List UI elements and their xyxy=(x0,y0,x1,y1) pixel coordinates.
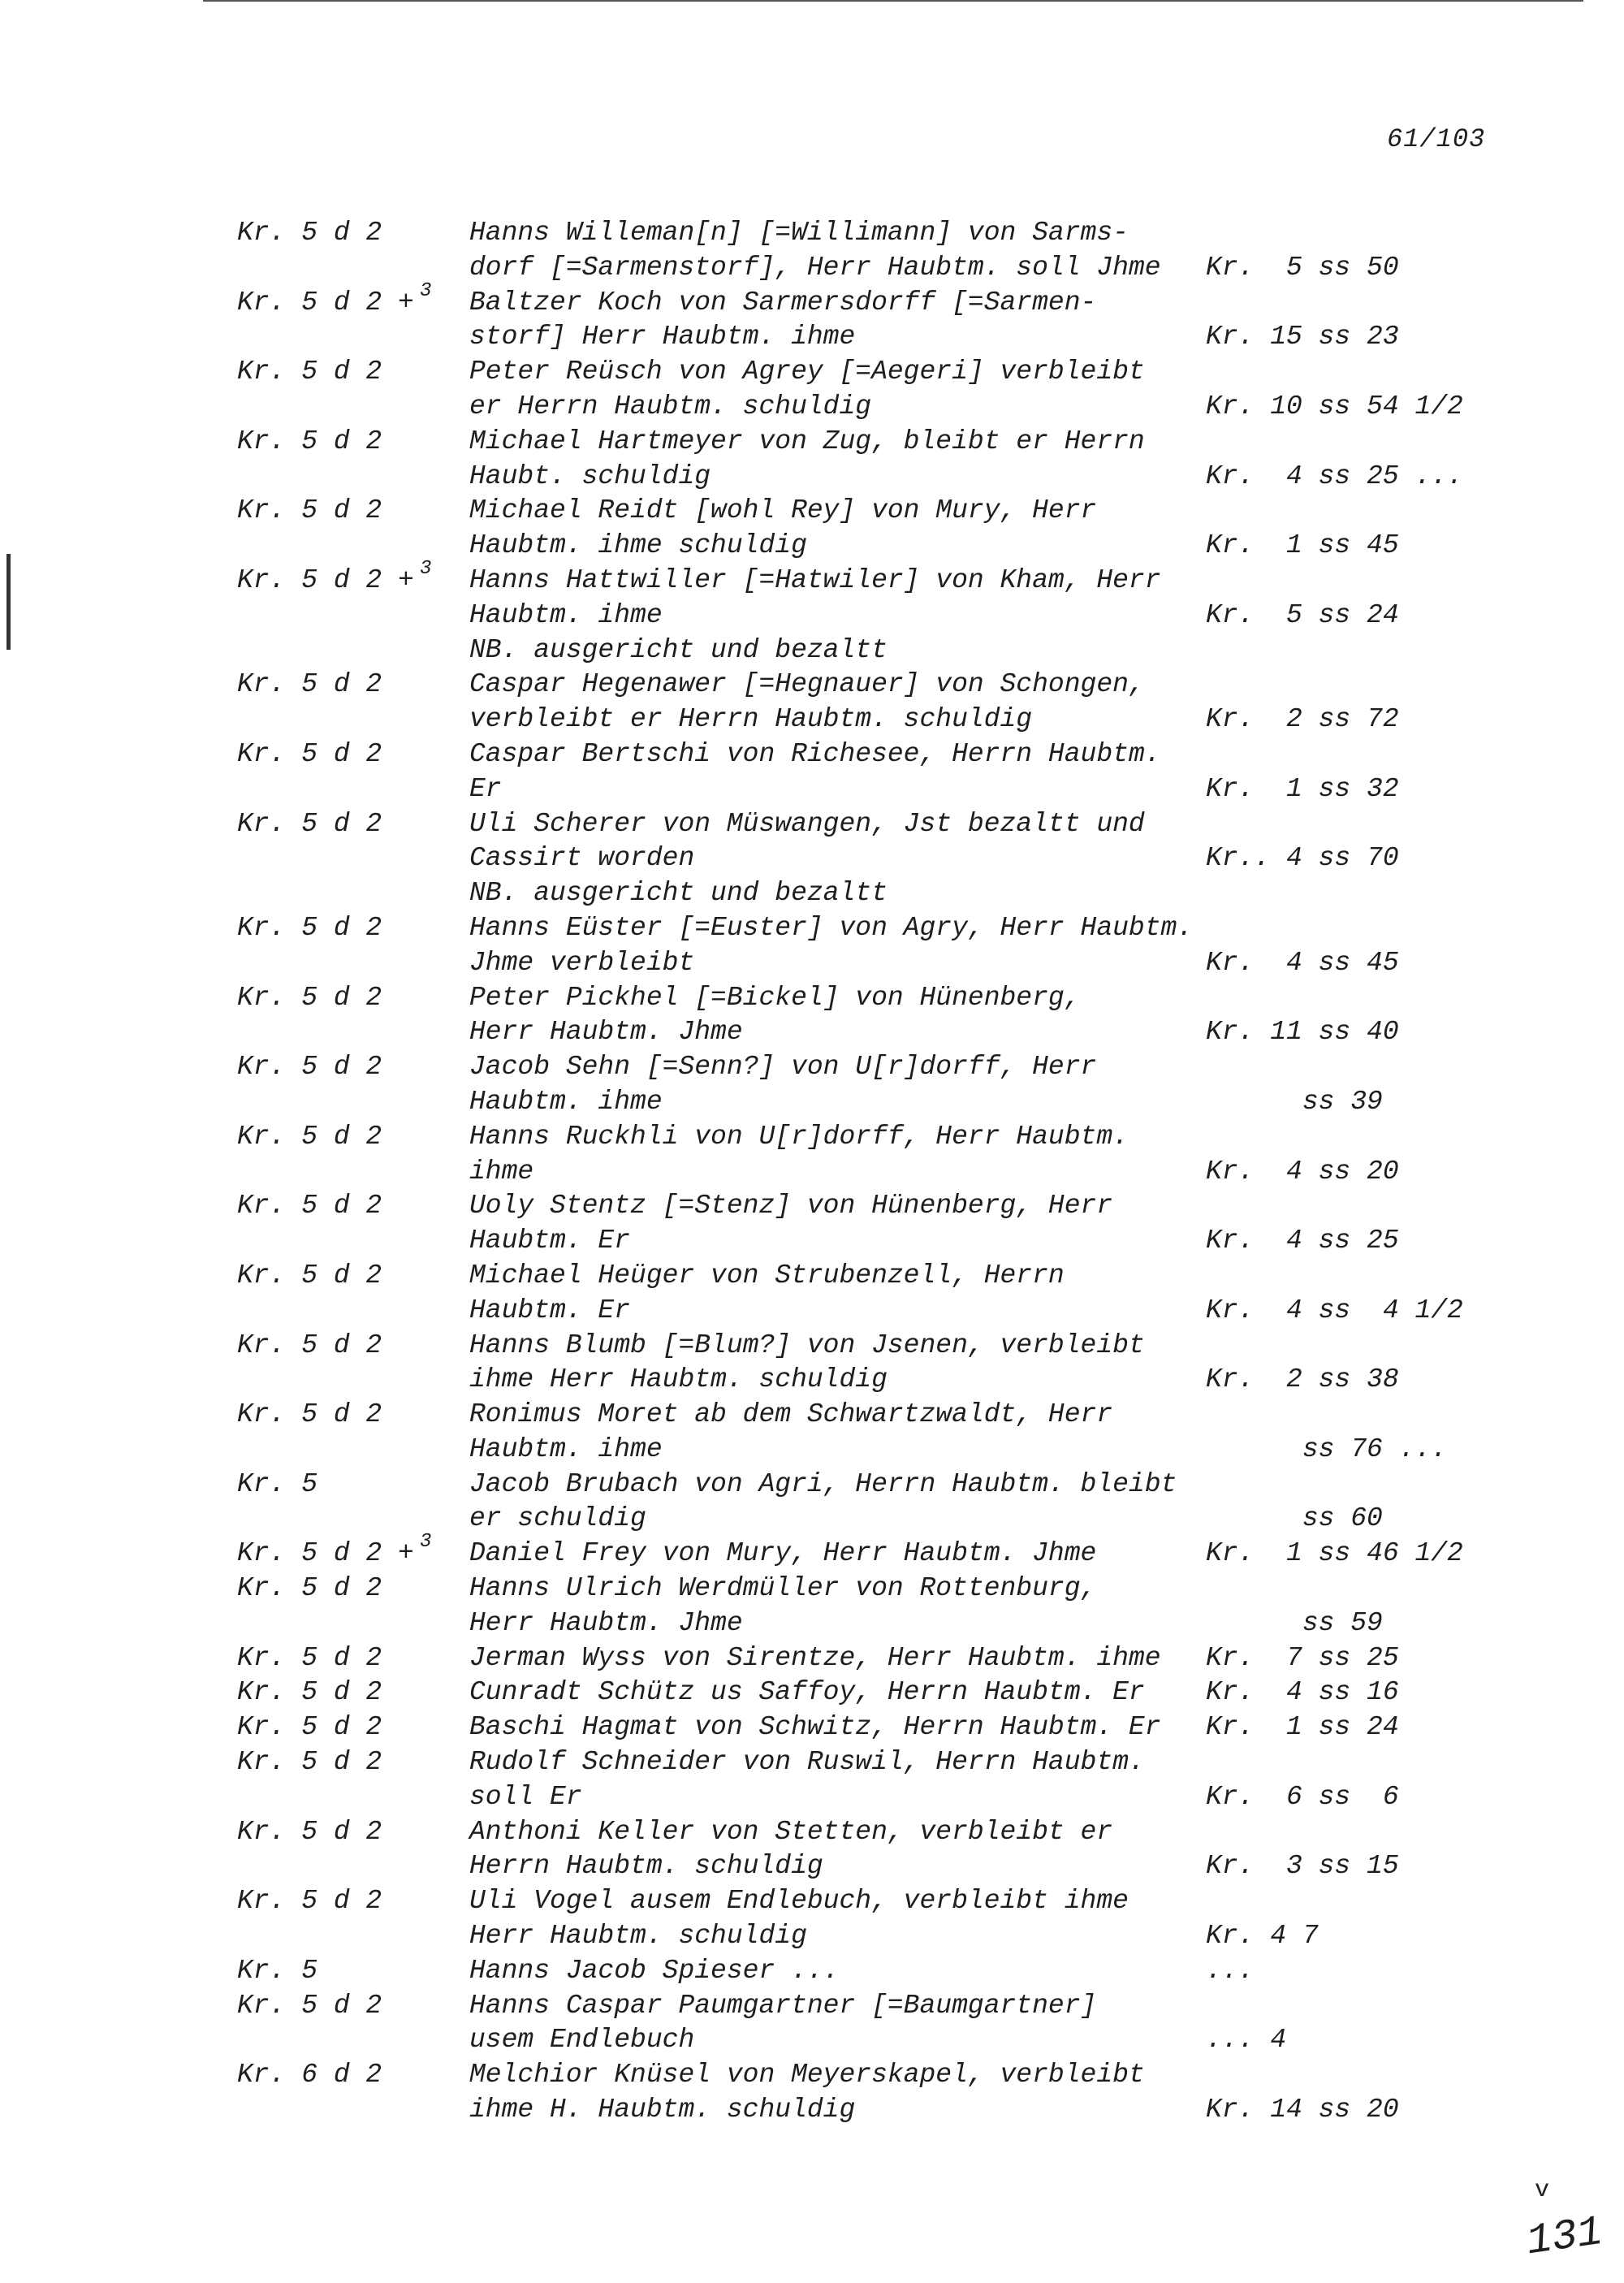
entry-code: Kr. 5 d 2 xyxy=(237,982,382,1013)
entry-line xyxy=(0,946,1624,981)
entry-line xyxy=(0,1641,1624,1676)
entry-code: Kr. 5 d 2 xyxy=(237,669,382,700)
entry-text: Baltzer Koch von Sarmersdorff [=Sarmen- xyxy=(469,287,1097,318)
entry-line xyxy=(0,1259,1624,1294)
entry-line xyxy=(0,1189,1624,1224)
entry-text: Hanns Willeman[n] [=Willimann] von Sarms- xyxy=(469,218,1129,248)
entry-text: Hanns Blumb [=Blum?] von Jsenen, verbleibt xyxy=(469,1330,1145,1360)
entry-code: Kr. 5 d 2 + xyxy=(237,564,414,595)
entry-text: Cassirt worden xyxy=(469,843,695,874)
entry-amount: ss 76 ... xyxy=(1206,1433,1448,1464)
entry-amount: ... xyxy=(1206,1955,1255,1986)
entry-line xyxy=(0,1675,1624,1710)
ledger-entry xyxy=(0,1884,1624,1954)
entry-amount: Kr. 5 ss 50 xyxy=(1206,252,1399,283)
entry-text: ihme H. Haubtm. schuldig xyxy=(469,2095,856,2125)
entry-line xyxy=(0,633,1624,668)
ledger-entry xyxy=(0,807,1624,911)
entry-amount: Kr.. 4 ss 70 xyxy=(1206,843,1399,874)
check-mark: v xyxy=(1535,2177,1550,2204)
entry-text: Michael Hartmeyer von Zug, bleibt er Herrn xyxy=(469,426,1145,456)
entry-text: Hanns Ulrich Werdmüller von Rottenburg, xyxy=(469,1573,1097,1604)
ledger-entry xyxy=(0,737,1624,807)
entry-text: Haubtm. ihme xyxy=(469,1086,663,1117)
ledger-entry xyxy=(0,2058,1624,2128)
entry-text: Peter Reüsch von Agrey [=Aegeri] verbleibt xyxy=(469,357,1145,387)
entry-line xyxy=(0,1502,1624,1537)
entry-line xyxy=(0,557,1624,599)
entry-line xyxy=(0,703,1624,737)
entry-code: Kr. 5 d 2 xyxy=(237,1642,382,1673)
entry-text: usem Endlebuch xyxy=(469,2025,695,2056)
entry-line xyxy=(0,737,1624,772)
entry-amount: Kr. 4 ss 45 xyxy=(1206,947,1399,978)
entry-line xyxy=(0,1884,1624,1919)
entry-code: Kr. 5 d 2 xyxy=(237,738,382,769)
entry-code: Kr. 5 d 2 + xyxy=(237,287,414,318)
entry-code-superscript: 3 xyxy=(420,1531,432,1554)
entry-line xyxy=(0,320,1624,355)
entry-amount: ... 4 xyxy=(1206,2025,1287,2056)
entry-text: Jhme verbleibt xyxy=(469,947,695,978)
ledger-entry xyxy=(0,668,1624,737)
ledger-entry xyxy=(0,1398,1624,1468)
entry-line xyxy=(0,2023,1624,2058)
entry-text: Michael Heüger von Strubenzell, Herrn xyxy=(469,1260,1065,1291)
entry-code: Kr. 5 d 2 xyxy=(237,426,382,456)
entry-amount: Kr. 1 ss 24 xyxy=(1206,1712,1399,1743)
entry-amount: Kr. 4 ss 20 xyxy=(1206,1156,1399,1187)
entry-text: Ronimus Moret ab dem Schwartzwaldt, Herr xyxy=(469,1399,1113,1430)
entry-line xyxy=(0,1954,1624,1989)
entry-text: Uoly Stentz [=Stenz] von Hünenberg, Herr xyxy=(469,1191,1113,1221)
entry-text: NB. ausgericht und bezaltt xyxy=(469,878,888,909)
entry-line xyxy=(0,279,1624,321)
ledger-entry xyxy=(0,355,1624,425)
entry-line xyxy=(0,1224,1624,1259)
entry-line xyxy=(0,1398,1624,1433)
ledger-entry xyxy=(0,1641,1624,1676)
entry-text: Hanns Caspar Paumgartner [=Baumgartner] xyxy=(469,1990,1097,2021)
entry-line xyxy=(0,529,1624,564)
ledger-entries xyxy=(0,216,1624,2128)
entry-code: Kr. 5 xyxy=(237,1468,318,1499)
entry-line xyxy=(0,1433,1624,1468)
ledger-entry xyxy=(0,911,1624,981)
entry-amount: Kr. 4 7 xyxy=(1206,1921,1319,1952)
entry-code: Kr. 5 d 2 xyxy=(237,1399,382,1430)
entry-text: Uli Vogel ausem Endlebuch, verbleibt ihme xyxy=(469,1886,1129,1917)
entry-line xyxy=(0,807,1624,842)
entry-text: Haubtm. ihme xyxy=(469,599,663,630)
ledger-entry xyxy=(0,1531,1624,1572)
entry-amount: Kr. 4 ss 25 xyxy=(1206,1226,1399,1256)
entry-text: verbleibt er Herrn Haubtm. schuldig xyxy=(469,704,1033,735)
entry-code: Kr. 5 d 2 xyxy=(237,1886,382,1917)
entry-amount: Kr. 10 ss 54 1/2 xyxy=(1206,391,1463,422)
entry-text: Cunradt Schütz us Saffoy, Herrn Haubtm. Er xyxy=(469,1677,1145,1708)
entry-amount: Kr. 7 ss 25 xyxy=(1206,1642,1399,1673)
entry-text: Herrn Haubtm. schuldig xyxy=(469,1851,823,1882)
entry-text: Hanns Hattwiller [=Hatwiler] von Kham, Herr xyxy=(469,564,1161,595)
ledger-entry xyxy=(0,1954,1624,1989)
entry-text: Hanns Ruckhli von U[r]dorff, Herr Haubtm. xyxy=(469,1121,1129,1152)
entry-text: dorf [=Sarmenstorf], Herr Haubtm. soll Jhme xyxy=(469,252,1161,283)
ledger-entry xyxy=(0,1675,1624,1710)
ledger-entry xyxy=(0,279,1624,356)
entry-amount: Kr. 1 ss 45 xyxy=(1206,530,1399,561)
entry-text: Uli Scherer von Müswangen, Jst bezaltt und xyxy=(469,808,1145,839)
entry-line xyxy=(0,772,1624,807)
entry-amount: ss 39 xyxy=(1206,1086,1383,1117)
ledger-entry xyxy=(0,1745,1624,1815)
entry-code-superscript: 3 xyxy=(420,279,432,302)
entry-line xyxy=(0,1085,1624,1120)
entry-line xyxy=(0,1745,1624,1780)
entry-line xyxy=(0,1120,1624,1155)
entry-code: Kr. 5 d 2 xyxy=(237,1052,382,1083)
ledger-entry xyxy=(0,1329,1624,1399)
entry-line xyxy=(0,1780,1624,1815)
entry-line xyxy=(0,1329,1624,1364)
entry-line xyxy=(0,2093,1624,2128)
entry-text: Anthoni Keller von Stetten, verbleibt er xyxy=(469,1816,1113,1847)
entry-text: er schuldig xyxy=(469,1503,646,1534)
entry-text: Haubt. schuldig xyxy=(469,460,711,491)
entry-line xyxy=(0,1710,1624,1745)
ledger-entry xyxy=(0,425,1624,495)
entry-line xyxy=(0,251,1624,286)
entry-text: er Herrn Haubtm. schuldig xyxy=(469,391,872,422)
entry-code: Kr. 5 d 2 xyxy=(237,1747,382,1778)
entry-line xyxy=(0,668,1624,703)
entry-text: Haubtm. ihme schuldig xyxy=(469,530,807,561)
entry-code: Kr. 5 d 2 xyxy=(237,1990,382,2021)
entry-line xyxy=(0,911,1624,946)
entry-line xyxy=(0,1015,1624,1050)
entry-text: Daniel Frey von Mury, Herr Haubtm. Jhme xyxy=(469,1538,1097,1569)
entry-code: Kr. 5 d 2 xyxy=(237,1330,382,1360)
entry-amount: Kr. 14 ss 20 xyxy=(1206,2095,1399,2125)
ledger-entry xyxy=(0,1989,1624,2059)
entry-code: Kr. 5 d 2 + xyxy=(237,1538,414,1569)
entry-amount: Kr. 4 ss 4 1/2 xyxy=(1206,1295,1463,1325)
entry-amount: Kr. 1 ss 32 xyxy=(1206,773,1399,804)
entry-code: Kr. 5 d 2 xyxy=(237,808,382,839)
entry-line xyxy=(0,1606,1624,1641)
entry-text: Haubtm. ihme xyxy=(469,1433,663,1464)
ledger-entry xyxy=(0,1468,1624,1537)
entry-line xyxy=(0,1468,1624,1503)
ledger-entry xyxy=(0,216,1624,286)
entry-line xyxy=(0,841,1624,876)
entry-text: Caspar Hegenawer [=Hegnauer] von Schongen, xyxy=(469,669,1145,700)
entry-text: Jerman Wyss von Sirentze, Herr Haubtm. ihme xyxy=(469,1642,1161,1673)
entry-line xyxy=(0,494,1624,529)
entry-amount: Kr. 2 ss 72 xyxy=(1206,704,1399,735)
ledger-entry xyxy=(0,1189,1624,1259)
entry-code: Kr. 5 d 2 xyxy=(237,1121,382,1152)
ledger-entry xyxy=(0,1120,1624,1190)
entry-code: Kr. 5 d 2 xyxy=(237,1816,382,1847)
folio-stamp: 131 xyxy=(1523,2207,1606,2267)
entry-text: ihme xyxy=(469,1156,534,1187)
entry-line xyxy=(0,355,1624,390)
entry-amount: Kr. 3 ss 15 xyxy=(1206,1851,1399,1882)
entry-line xyxy=(0,1531,1624,1572)
entry-line xyxy=(0,1155,1624,1190)
entry-code: Kr. 5 d 2 xyxy=(237,218,382,248)
ledger-entry xyxy=(0,1259,1624,1329)
entry-amount: Kr. 15 ss 23 xyxy=(1206,322,1399,352)
entry-amount: ss 59 xyxy=(1206,1607,1383,1638)
entry-code: Kr. 5 d 2 xyxy=(237,1191,382,1221)
entry-line xyxy=(0,1363,1624,1398)
entry-line xyxy=(0,1919,1624,1954)
entry-text: Herr Haubtm. Jhme xyxy=(469,1017,743,1048)
entry-text: Haubtm. Er xyxy=(469,1226,631,1256)
entry-text: NB. ausgericht und bezaltt xyxy=(469,634,888,665)
entry-text: Hanns Jacob Spieser ... xyxy=(469,1955,840,1986)
entry-text: Er xyxy=(469,773,502,804)
entry-line xyxy=(0,1050,1624,1085)
ledger-entry xyxy=(0,557,1624,668)
ledger-entry xyxy=(0,1815,1624,1885)
entry-line xyxy=(0,1849,1624,1884)
entry-text: Herr Haubtm. Jhme xyxy=(469,1607,743,1638)
entry-line xyxy=(0,1572,1624,1606)
entry-amount: Kr. 2 ss 38 xyxy=(1206,1364,1399,1395)
ledger-entry xyxy=(0,1050,1624,1120)
entry-code: Kr. 5 d 2 xyxy=(237,357,382,387)
entry-amount: Kr. 11 ss 40 xyxy=(1206,1017,1399,1048)
entry-line xyxy=(0,981,1624,1016)
ledger-entry xyxy=(0,981,1624,1051)
entry-code: Kr. 6 d 2 xyxy=(237,2060,382,2091)
entry-line xyxy=(0,216,1624,251)
entry-code: Kr. 5 d 2 xyxy=(237,1677,382,1708)
entry-text: Hanns Eüster [=Euster] von Agry, Herr Haubtm. xyxy=(469,912,1194,943)
entry-text: ihme Herr Haubtm. schuldig xyxy=(469,1364,888,1395)
entry-code: Kr. 5 d 2 xyxy=(237,1712,382,1743)
entry-amount: Kr. 4 ss 25 ... xyxy=(1206,460,1463,491)
page-number: 61/103 xyxy=(1387,124,1486,154)
entry-line xyxy=(0,1989,1624,2024)
entry-code: Kr. 5 d 2 xyxy=(237,1260,382,1291)
entry-text: Haubtm. Er xyxy=(469,1295,631,1325)
entry-amount: Kr. 6 ss 6 xyxy=(1206,1781,1399,1812)
entry-text: Caspar Bertschi von Richesee, Herrn Haubtm. xyxy=(469,738,1161,769)
entry-line xyxy=(0,460,1624,495)
entry-text: storf] Herr Haubtm. ihme xyxy=(469,322,856,352)
entry-code: Kr. 5 d 2 xyxy=(237,495,382,526)
entry-amount: Kr. 5 ss 24 xyxy=(1206,599,1399,630)
entry-line xyxy=(0,425,1624,460)
entry-amount: ss 60 xyxy=(1206,1503,1383,1534)
entry-line xyxy=(0,599,1624,633)
ledger-entry xyxy=(0,494,1624,564)
entry-code: Kr. 5 d 2 xyxy=(237,912,382,943)
entry-text: Rudolf Schneider von Ruswil, Herrn Haubtm. xyxy=(469,1747,1145,1778)
entry-code: Kr. 5 xyxy=(237,1955,318,1986)
entry-text: Melchior Knüsel von Meyerskapel, verbleibt xyxy=(469,2060,1145,2091)
entry-text: Jacob Brubach von Agri, Herrn Haubtm. bleibt xyxy=(469,1468,1177,1499)
ledger-entry xyxy=(0,1572,1624,1641)
entry-amount: Kr. 4 ss 16 xyxy=(1206,1677,1399,1708)
entry-text: Peter Pickhel [=Bickel] von Hünenberg, xyxy=(469,982,1081,1013)
entry-code: Kr. 5 d 2 xyxy=(237,1573,382,1604)
entry-text: Baschi Hagmat von Schwitz, Herrn Haubtm. Er xyxy=(469,1712,1161,1743)
entry-line xyxy=(0,1294,1624,1329)
top-rule xyxy=(203,0,1583,2)
entry-amount: Kr. 1 ss 46 1/2 xyxy=(1206,1538,1463,1569)
entry-text: Jacob Sehn [=Senn?] von U[r]dorff, Herr xyxy=(469,1052,1097,1083)
entry-line xyxy=(0,1815,1624,1850)
entry-text: soll Er xyxy=(469,1781,582,1812)
entry-text: Michael Reidt [wohl Rey] von Mury, Herr xyxy=(469,495,1097,526)
entry-code-superscript: 3 xyxy=(420,557,432,580)
entry-line xyxy=(0,2058,1624,2093)
entry-line xyxy=(0,876,1624,911)
entry-text: Herr Haubtm. schuldig xyxy=(469,1921,807,1952)
ledger-entry xyxy=(0,1710,1624,1745)
entry-line xyxy=(0,390,1624,425)
